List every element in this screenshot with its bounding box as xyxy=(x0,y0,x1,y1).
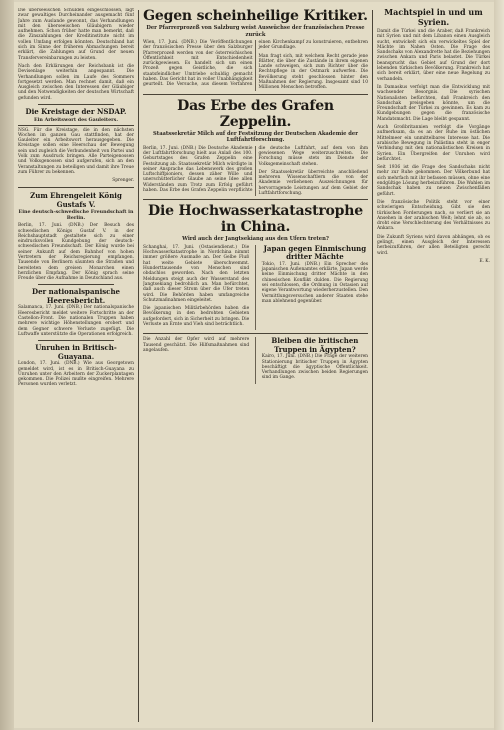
article-text: Die Anzahl der Opfer wird auf mehrere Tausend geschätzt. Die Hilfsmaßnahmen sind angelaufen. xyxy=(143,337,250,353)
article-text: Auch Großbritannien verfolgt die Vorgänge aufmerksam, da es an der Ruhe im östlichen Mittelmeer ein unmittelbares Interesse hat. Die arabische Bewegung in Palästina steht in enger Verbindung mit den nationalistischen Kreisen in Syrien. Ein Übergreifen der Unruhen wird befürchtet. xyxy=(377,125,490,162)
article-text: Salamanca, 17. Juni. (DNB.) Der nationalspanische Heeresbericht meldet weitere Fortschritte an der Castellon-Front. Die nationalen Truppen haben mehrere wichtige Höhenstellungen erobert und dem Gegner schwere Verluste zugefügt. Die Luftwaffe unterstützte die Operationen erfolgreich. xyxy=(18,305,134,337)
article-text: Man fragt sich, mit welchem Recht gerade jene Blätter, die über die Zustände in ihrem eigenen Lande schweigen, sich zum Richter über die Rechtspflege in der Ostmark aufwerfen. Die Bevölkerung steht geschlossen hinter den Maßnahmen der Regierung. Insgesamt sind 10 Millionen Menschen betroffen. xyxy=(258,53,368,91)
signature: E. K. xyxy=(479,258,490,264)
subheadline: Wird auch der Jangtsekiang aus den Ufern treten? xyxy=(182,236,329,243)
notice-box xyxy=(18,125,134,189)
headline-unruhen: Unruhen in Britisch-Guayana. xyxy=(35,343,117,361)
separator xyxy=(38,340,114,341)
subheadline: Staatssekretär Milch auf der Festsitzung der Deutschen Akademie der Luftfahrtforschung. xyxy=(153,130,358,144)
article-text: Berlin, 17. Juni. (DNB.) Der Besuch des schwedischen Königs Gustaf V. in der Reichshauptstadt gestaltete sich zu einer eindrucksvollen Kundgebung der deutsch-schwedischen Freundschaft. Der König wurde bei seiner Ankunft auf dem Bahnhof von hohen Vertretern der Reichsregierung empfangen. Tausende von Berlinern säumten die Straßen und bereiteten dem greisen Monarchen einen herzlichen Empfang. Der König sprach seine Freude über die Aufnahme in Deutschland aus. xyxy=(18,223,134,282)
page-edge xyxy=(494,0,504,730)
article-text: Die französische Politik steht vor einer schwierigen Entscheidung. Gibt sie den türkischen Forderungen nach, so verliert sie an Ansehen in der arabischen Welt; lehnt sie ab, so droht eine Verschlechterung des Verhältnisses zu Ankara. xyxy=(377,199,490,232)
subheadline: Ein Arbeitswort des Gauleiters. xyxy=(33,116,119,123)
headline-zeppelin: Das Erbe des Grafen Zeppelin. xyxy=(177,97,334,130)
separator xyxy=(38,284,114,285)
separator xyxy=(38,104,114,105)
article-text: Berlin, 17. Juni. (DNB.) Die Deutsche Akademie der Luftfahrtforschung hielt aus Anlaß des 100. Geburtstages des Grafen Zeppelin eine Festsitzung ab. Staatssekretär Milch würdigte in seiner Ansprache das Lebenswerk des großen Luftschiffpioniers, dessen zäher Wille und unerschütterlicher Glaube an seine Idee allen Widerständen zum Trotz zum Erfolg geführt haben. Das Erbe des Grafen Zeppelin verpflichte die deutsche Luftfahrt, auf dem von ihm gewiesenen Wege weiterzuschreiten. Die Forschung müsse stets im Dienste der Volksgemeinschaft stehen. xyxy=(143,145,368,194)
subheadline: Der Pfarrerprozeß von Salzburg weist Auswüchse der französischen Presse zurück xyxy=(146,25,365,38)
column-rule-left xyxy=(138,10,139,722)
separator xyxy=(143,199,368,200)
column-center xyxy=(143,8,368,724)
column-left xyxy=(18,8,134,724)
article-text: Die überseeischen Schulden eingeschlossen, lagt zwar gewaltiges Durcheinander ausgemacht fünf Jahre zum Auslande gewonnt, das Verhandlungen mit den überseeischen Gläubigern wieder aufnehmen. Schon früher hatte man bemerkt, daß die Zinszahlungen der Kreditinstitute nicht im vollen Umfang erfolgen könnten. Deutschland hat sich im Sinne der früheren Abmachungen bereit erklärt, die Zahlungen auf Grund der neuen Transfervereinbarungen zu leisten. xyxy=(18,8,134,61)
headline-kritiker: Gegen scheinheilige Kritiker. xyxy=(143,8,368,24)
article-text: London, 17. Juni. (DNB.) Wie aus Georgetown gemeldet wird, ist es in Britisch-Guayana zu Unruhen unter den Arbeitern der Zuckerplantagen gekommen. Die Polizei mußte eingreifen. Mehrere Personen wurden verletzt. xyxy=(18,361,134,388)
article-text: Wien, 17. Juni. (DNB.) Die Veröffentlichungen der französischen Presse über den Salzburger Pfarrerprozeß werden von der österreichischen Öffentlichkeit mit Entschiedenheit zurückgewiesen. Es handelt sich um einen Prozeß gegen Geistliche, die sich staatsfeindlicher Umtriebe schuldig gemacht haben. Das Gericht hat in voller Unabhängigkeit geurteilt. Die Versuche, aus diesem Verfahren einen Kirchenkampf zu konstruieren, entbehren jeder Grundlage. xyxy=(143,40,368,88)
article-text: Die japanischen Militärbehörden haben die Bevölkerung in den bedrohten Gebieten aufgefordert, sich in Sicherheit zu bringen. Die Verluste an Ernte und Vieh sind beträchtlich. xyxy=(143,306,250,327)
subheadline: Eine deutsch-schwedische Freundschaft in Berlin. xyxy=(18,209,134,222)
article-text: In Damaskus verfolgt man die Entwicklung mit wachsender Besorgnis. Die syrischen Nationalisten befürchten, daß Frankreich den Sandschak preisgeben könnte, um die Freundschaft der Türkei zu gewinnen. Es kam zu Kundgebungen gegen die französische Mandatsmacht. Die Lage bleibt gespannt. xyxy=(377,84,490,122)
article-text: Tokio, 17. Juni. (DNB.) Ein Sprecher des japanischen Außenamtes erklärte, Japan werde keine Einmischung dritter Mächte in den chinesischen Konflikt dulden. Die Regierung sei entschlossen, die Ordnung in Ostasien auf eigene Verantwortung wiederherzustellen. Den Vermittlungsversuchen anderer Staaten stehe man ablehnend gegenüber. xyxy=(261,261,368,304)
column-right xyxy=(377,8,490,724)
separator xyxy=(143,333,368,334)
separator xyxy=(143,94,368,95)
article-text: Seit 1936 ist die Frage des Sandschaks nicht mehr zur Ruhe gekommen. Der Völkerbund hat sich mehrfach mit ihr befassen müssen, ohne eine endgültige Lösung herbeizuführen. Die Wahlen im Sandschak haben zu neuen Zwischenfällen geführt. xyxy=(377,165,490,197)
article-text: NSG. Für die Kreistage, die in den nächsten Wochen im ganzen Gau stattfinden, hat der Gauleiter ein Arbeitswort herausgegeben. Die Kreistage sollen eine Heerschau der Bewegung sein und zugleich die Verbundenheit von Partei und Volk zum Ausdruck bringen. Alle Parteigenossen und Volksgenossen sind aufgerufen, sich an den Veranstaltungen zu beteiligen und damit ihre Treue zum Führer zu bekennen. xyxy=(18,127,134,175)
article-text: Damit die Türkei und die Araber, daß Frankreich mit Syrien und mit dem Libanon einen Ausgleich sucht, entwickelt sich ein verwickeltes Spiel der Mächte im Nahen Osten. Die Frage des Sandschaks von Alexandrette hat die Beziehungen zwischen Ankara und Paris belastet. Die Türkei beansprucht das Gebiet auf Grund der dort lebenden türkischen Bevölkerung. Frankreich hat sich bereit erklärt, über eine neue Regelung zu verhandeln. xyxy=(377,29,490,82)
headline-truppen: Bleiben die britischen Truppen in Ägypten? xyxy=(271,336,359,354)
newspaper-page xyxy=(14,2,494,728)
headline-japan: Japan gegen Einmischung dritter Mächte xyxy=(263,243,367,262)
headline-kreistage: Die Kreistage der NSDAP. xyxy=(25,107,127,117)
column-rule-right xyxy=(372,10,373,722)
page-gutter xyxy=(0,0,14,730)
article-text: Schanghai, 17. Juni. (Ostasiendienst.) Die Hochwasserkatastrophe in Nordchina nimmt immer größere Ausmaße an. Der Gelbe Fluß hat weite Gebiete überschwemmt. Hunderttausende von Menschen sind obdachlos geworden. Nach den letzten Meldungen steigt auch der Wasserstand des Jangtsekiang bedrohlich an. Man befürchtet, daß auch dieser Strom über die Ufer treten wird. Die Behörden haben umfangreiche Schutzmaßnahmen eingeleitet. xyxy=(143,244,250,303)
headline-heeresbericht: Der nationalspanische Heeresbericht. xyxy=(32,287,120,305)
article-text: Die Zukunft Syriens wird davon abhängen, ob es gelingt, einen Ausgleich der Interessen herbeizuführen, der allen Beteiligten gerecht wird. xyxy=(377,234,490,256)
article-text: Nach den Erklärungen der Reichsbank ist die Devisenlage weiterhin angespannt. Die Verhandlungen sollen im Laufe des Sommers fortgesetzt werden. Man rechnet damit, daß ein Ausgleich zwischen den Interessen der Gläubiger und den Notwendigkeiten der deutschen Wirtschaft gefunden wird. xyxy=(18,63,134,101)
article-text: Der Staatssekretär überreichte anschließend mehreren Wissenschaftlern die von der Akademie verliehenen Auszeichnungen für hervorragende Leistungen auf dem Gebiet der Luftfahrtforschung. xyxy=(258,169,368,197)
article-text: Kairo, 17. Juni. (DNB.) Die Frage der weiteren Stationierung britischer Truppen in Ägypten beschäftigt die ägyptische Öffentlichkeit. Verhandlungen zwischen beiden Regierungen sind im Gange. xyxy=(261,354,368,381)
signature: Sprenger. xyxy=(112,178,134,184)
headline-ehrengast: Zum Ehrengeleit König Gustafs V. xyxy=(30,191,122,209)
headline-machtspiel: Machtspiel in und um Syrien. xyxy=(384,8,483,27)
headline-china: Die Hochwasserkatastrophe in China. xyxy=(148,203,363,236)
